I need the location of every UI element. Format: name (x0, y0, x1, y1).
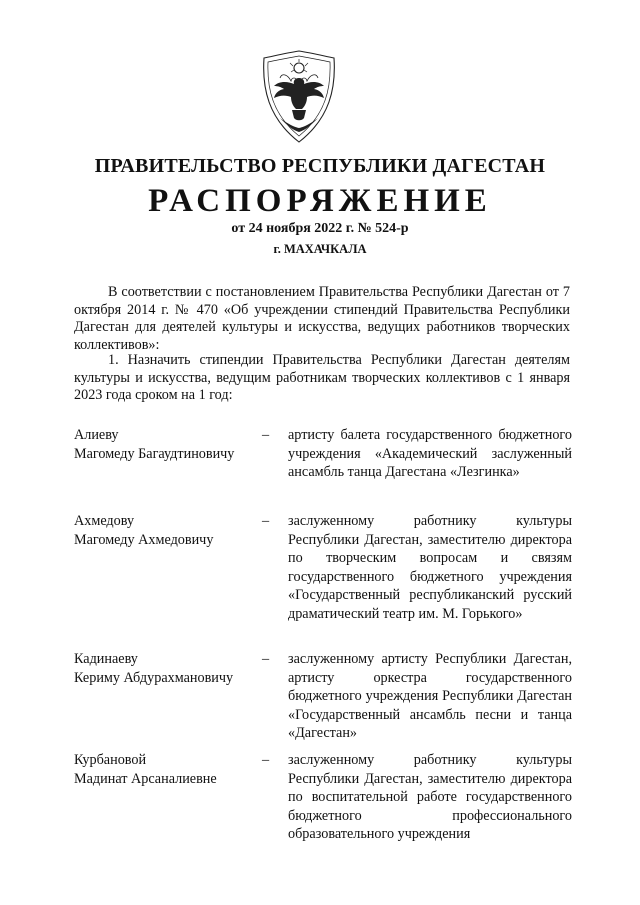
recipient-surname: Ахмедову (74, 513, 135, 529)
entry-dash: – (262, 752, 270, 768)
preamble-paragraph: В соответствии с постановлением Правительства Республики Дагестан от 7 октября 2014 г. № 470 «Об учреждении стипендий Правительства Республики Дагестан для деятелей культуры и искусства, ведущих работников творческих коллективов»: (74, 284, 570, 353)
recipient-surname: Кадинаеву (74, 651, 138, 667)
recipient-description: заслуженному артисту Республики Дагестан, артисту оркестра государственного бюджетного учреждения Республики Дагестан «Государственный ансамбль песни и танца «Дагестан» (288, 651, 572, 742)
item-1-paragraph: 1. Назначить стипендии Правительства Республики Дагестан деятелям культуры и искусства, ведущим работникам творческих коллективов с 1 января 2023 года сроком на 1 год: (74, 352, 570, 403)
recipient-name (74, 751, 264, 788)
recipient-given-name: Магомеду Ахмедовичу (74, 531, 214, 548)
recipient-given-name: Мадинат Арсаналиевне (74, 770, 217, 787)
dagestan-coat-of-arms-icon (258, 48, 340, 146)
government-title: ПРАВИТЕЛЬСТВО РЕСПУБЛИКИ ДАГЕСТАН (94, 155, 546, 177)
recipient-description: заслуженному работнику культуры Республики Дагестан, заместителю директора по воспитательной работе государственного бюджетного профессионального образовательного учреждения (288, 752, 572, 843)
recipient-name (74, 512, 264, 549)
recipient-name (74, 650, 264, 687)
document-city: г. МАХАЧКАЛА (273, 242, 367, 256)
document-type: РАСПОРЯЖЕНИЕ (148, 183, 492, 219)
entry-dash: – (262, 513, 270, 529)
recipient-description: артисту балета государственного бюджетного учреждения «Академический заслуженный ансамбль танца Дагестана «Лезгинка» (288, 427, 572, 481)
recipient-surname: Алиеву (74, 427, 119, 443)
entry-dash: – (262, 651, 270, 667)
document-date-number: от 24 ноября 2022 г. № 524-р (231, 221, 409, 236)
recipient-given-name: Магомеду Багаудтиновичу (74, 445, 235, 462)
recipient-surname: Курбановой (74, 752, 147, 768)
recipient-given-name: Кериму Абдурахмановичу (74, 669, 234, 686)
entry-dash: – (262, 427, 270, 443)
recipient-description: заслуженному работнику культуры Республики Дагестан, заместителю директора по творческим вопросам и связям государственного бюджетного учреждения «Государственный республиканский русский драматический театр им. М. Горького» (288, 513, 572, 622)
recipient-name (74, 426, 264, 463)
